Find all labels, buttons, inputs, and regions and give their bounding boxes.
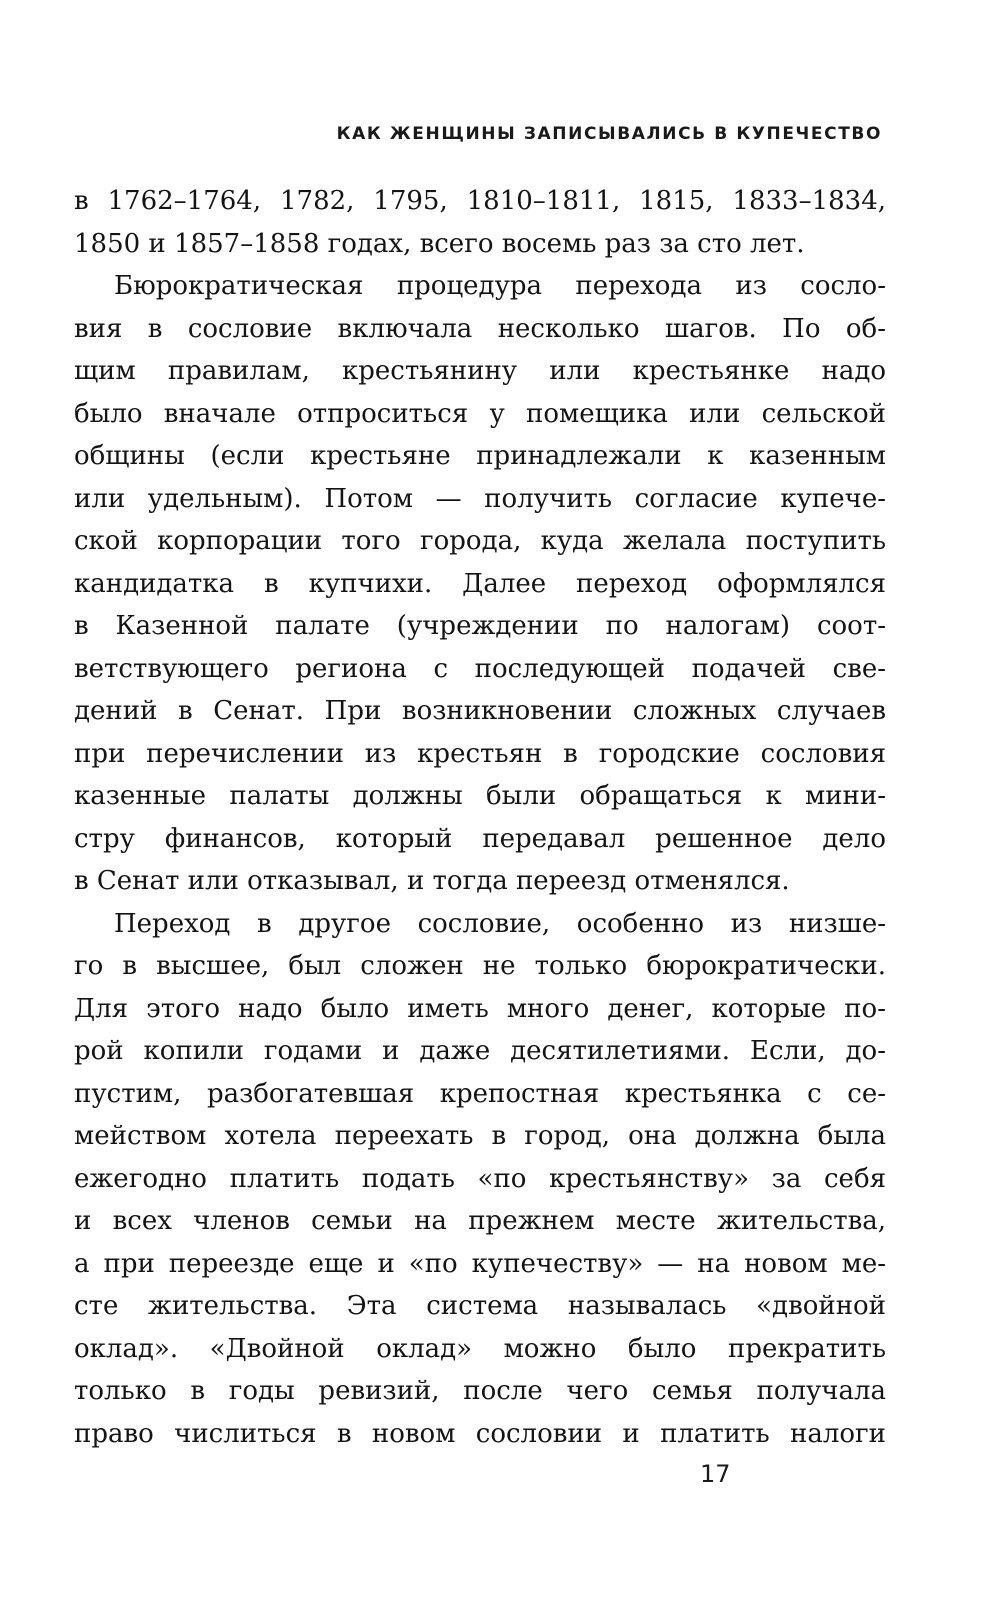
- page-number: 17: [700, 1460, 731, 1488]
- text-line: в 1762–1764, 1782, 1795, 1810–1811, 1815, 1833–1834,: [74, 186, 886, 216]
- text-line: дений в Сенат. При возникновении сложных случаев: [74, 696, 886, 726]
- text-line: Для этого надо было иметь много денег, которые по-: [74, 993, 886, 1024]
- text-line: 1850 и 1857–1858 годах, всего восемь раз за сто лет.: [74, 228, 805, 259]
- text-line: было вначале отпроситься у помещика или сельской: [74, 398, 886, 429]
- running-header: КАК ЖЕНЩИНЫ ЗАПИСЫВАЛИСЬ В КУПЕЧЕСТВО: [336, 124, 882, 144]
- text-line: право числиться в новом сословии и платить налоги: [74, 1418, 886, 1449]
- text-line: в Казенной палате (учреждении по налогам) соот-: [74, 611, 886, 641]
- text-line: щим правилам, крестьянину или крестьянке надо: [74, 356, 886, 386]
- text-line: казенные палаты должны были обращаться к мини-: [74, 781, 886, 811]
- text-line: го в высшее, был сложен не только бюрократически.: [74, 951, 886, 981]
- text-line: кандидатка в купчихи. Далее переход оформлялся: [74, 568, 886, 599]
- text-line: Бюрократическая процедура перехода из сосло-: [114, 271, 886, 301]
- body-text: [74, 180, 886, 1455]
- text-line: сте жительства. Эта система называлась «двойной: [74, 1291, 886, 1321]
- text-line: при перечислении из крестьян в городские сословия: [74, 738, 886, 769]
- text-line: ежегодно платить подать «по крестьянству» за себя: [74, 1163, 886, 1194]
- text-line: и всех членов семьи на прежнем месте жительства,: [74, 1206, 886, 1236]
- text-line: рой копили годами и даже десятилетиями. Если, до-: [74, 1036, 886, 1066]
- text-line: стру финансов, который передавал решенное дело: [74, 823, 886, 854]
- text-line: только в годы ревизий, после чего семья получала: [74, 1376, 886, 1406]
- text-line: ской корпорации того города, куда желала поступить: [74, 526, 886, 556]
- text-line: Переход в другое сословие, особенно из низше-: [114, 908, 886, 939]
- text-line: в Сенат или отказывал, и тогда переезд отменялся.: [74, 866, 790, 896]
- text-line: вия в сословие включала несколько шагов. По об-: [74, 313, 886, 344]
- text-line: пустим, разбогатевшая крепостная крестьянка с се-: [74, 1078, 886, 1109]
- text-line: мейством хотела переехать в город, она должна была: [74, 1121, 886, 1151]
- text-line: ветствующего региона с последующей подачей све-: [74, 653, 886, 684]
- text-line: или удельным). Потом — получить согласие купече-: [74, 483, 886, 514]
- text-line: оклад». «Двойной оклад» можно было прекратить: [74, 1333, 886, 1364]
- text-line: а при переезде еще и «по купечеству» — на новом ме-: [74, 1248, 886, 1279]
- text-line: общины (если крестьяне принадлежали к казенным: [74, 441, 886, 471]
